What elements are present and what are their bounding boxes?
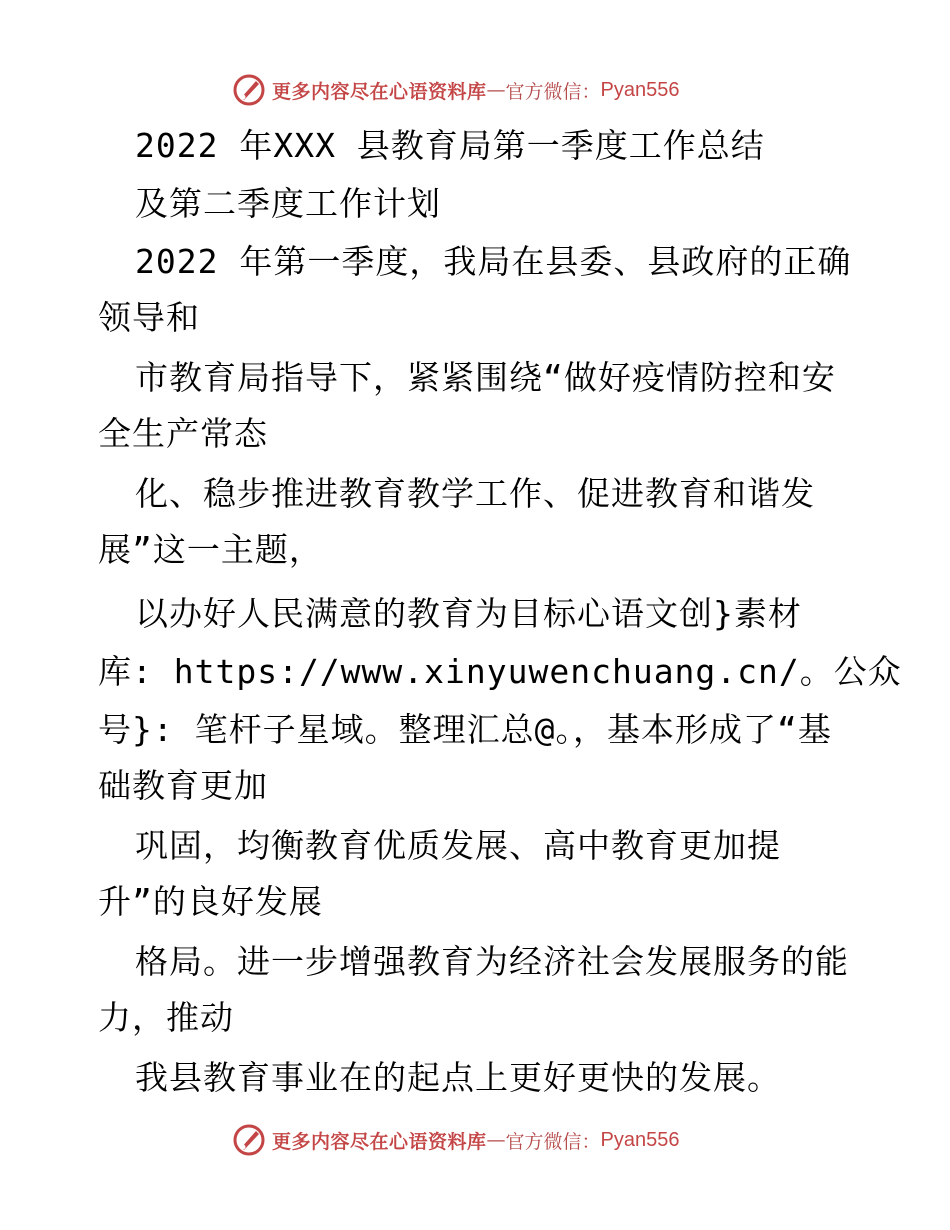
doc-text-line: 2022 年第一季度，我局在县委、县政府的正确 (135, 242, 852, 281)
doc-text-line: 市教育局指导下，紧紧围绕“做好疫情防控和安 (135, 358, 836, 397)
banner-wechat-id: Pyan556 (600, 78, 680, 101)
banner-wechat-label: 官方微信： (505, 1130, 601, 1153)
doc-text-line: 领导和 (98, 298, 200, 337)
doc-text-line: 以办好人民满意的教育为目标心语文创}素材 (135, 594, 802, 633)
doc-text-line: 我县教育事业在的起点上更好更快的发展。 (135, 1058, 781, 1097)
banner-wechat-id: Pyan556 (600, 1128, 680, 1151)
doc-text-line: 展”这一主题， (98, 530, 323, 569)
banner-separator: — (486, 1129, 506, 1151)
doc-text-line: 全生产常态 (98, 414, 268, 453)
quill-pen-logo-icon (232, 1123, 266, 1157)
banner-main-text: 更多内容尽在心语资料库 (272, 1130, 487, 1153)
doc-title-line-2: 及第二季度工作计划 (135, 184, 441, 223)
quill-pen-logo-icon (232, 73, 266, 107)
header-watermark-banner (232, 72, 752, 108)
doc-text-line: 化、稳步推进教育教学工作、促进教育和谐发 (135, 474, 815, 513)
doc-text-line: 巩固，均衡教育优质发展、高中教育更加提 (135, 826, 781, 865)
doc-title-line-1: 2022 年XXX 县教育局第一季度工作总结 (135, 126, 765, 165)
doc-text-line: 号}: 笔杆子星域。整理汇总@。，基本形成了“基 (98, 710, 832, 749)
doc-text-line: 力，推动 (98, 998, 234, 1037)
banner-wechat-label: 官方微信： (505, 80, 601, 103)
banner-main-text: 更多内容尽在心语资料库 (272, 80, 487, 103)
banner-separator: — (486, 79, 506, 101)
doc-text-line: 格局。进一步增强教育为经济社会发展服务的能 (135, 942, 849, 981)
doc-text-line: 升”的良好发展 (98, 882, 323, 921)
doc-text-line: 库: https://www.xinyuwenchuang.cn/。公众 (98, 652, 902, 691)
doc-text-line: 础教育更加 (98, 766, 268, 805)
footer-watermark-banner (232, 1122, 752, 1158)
